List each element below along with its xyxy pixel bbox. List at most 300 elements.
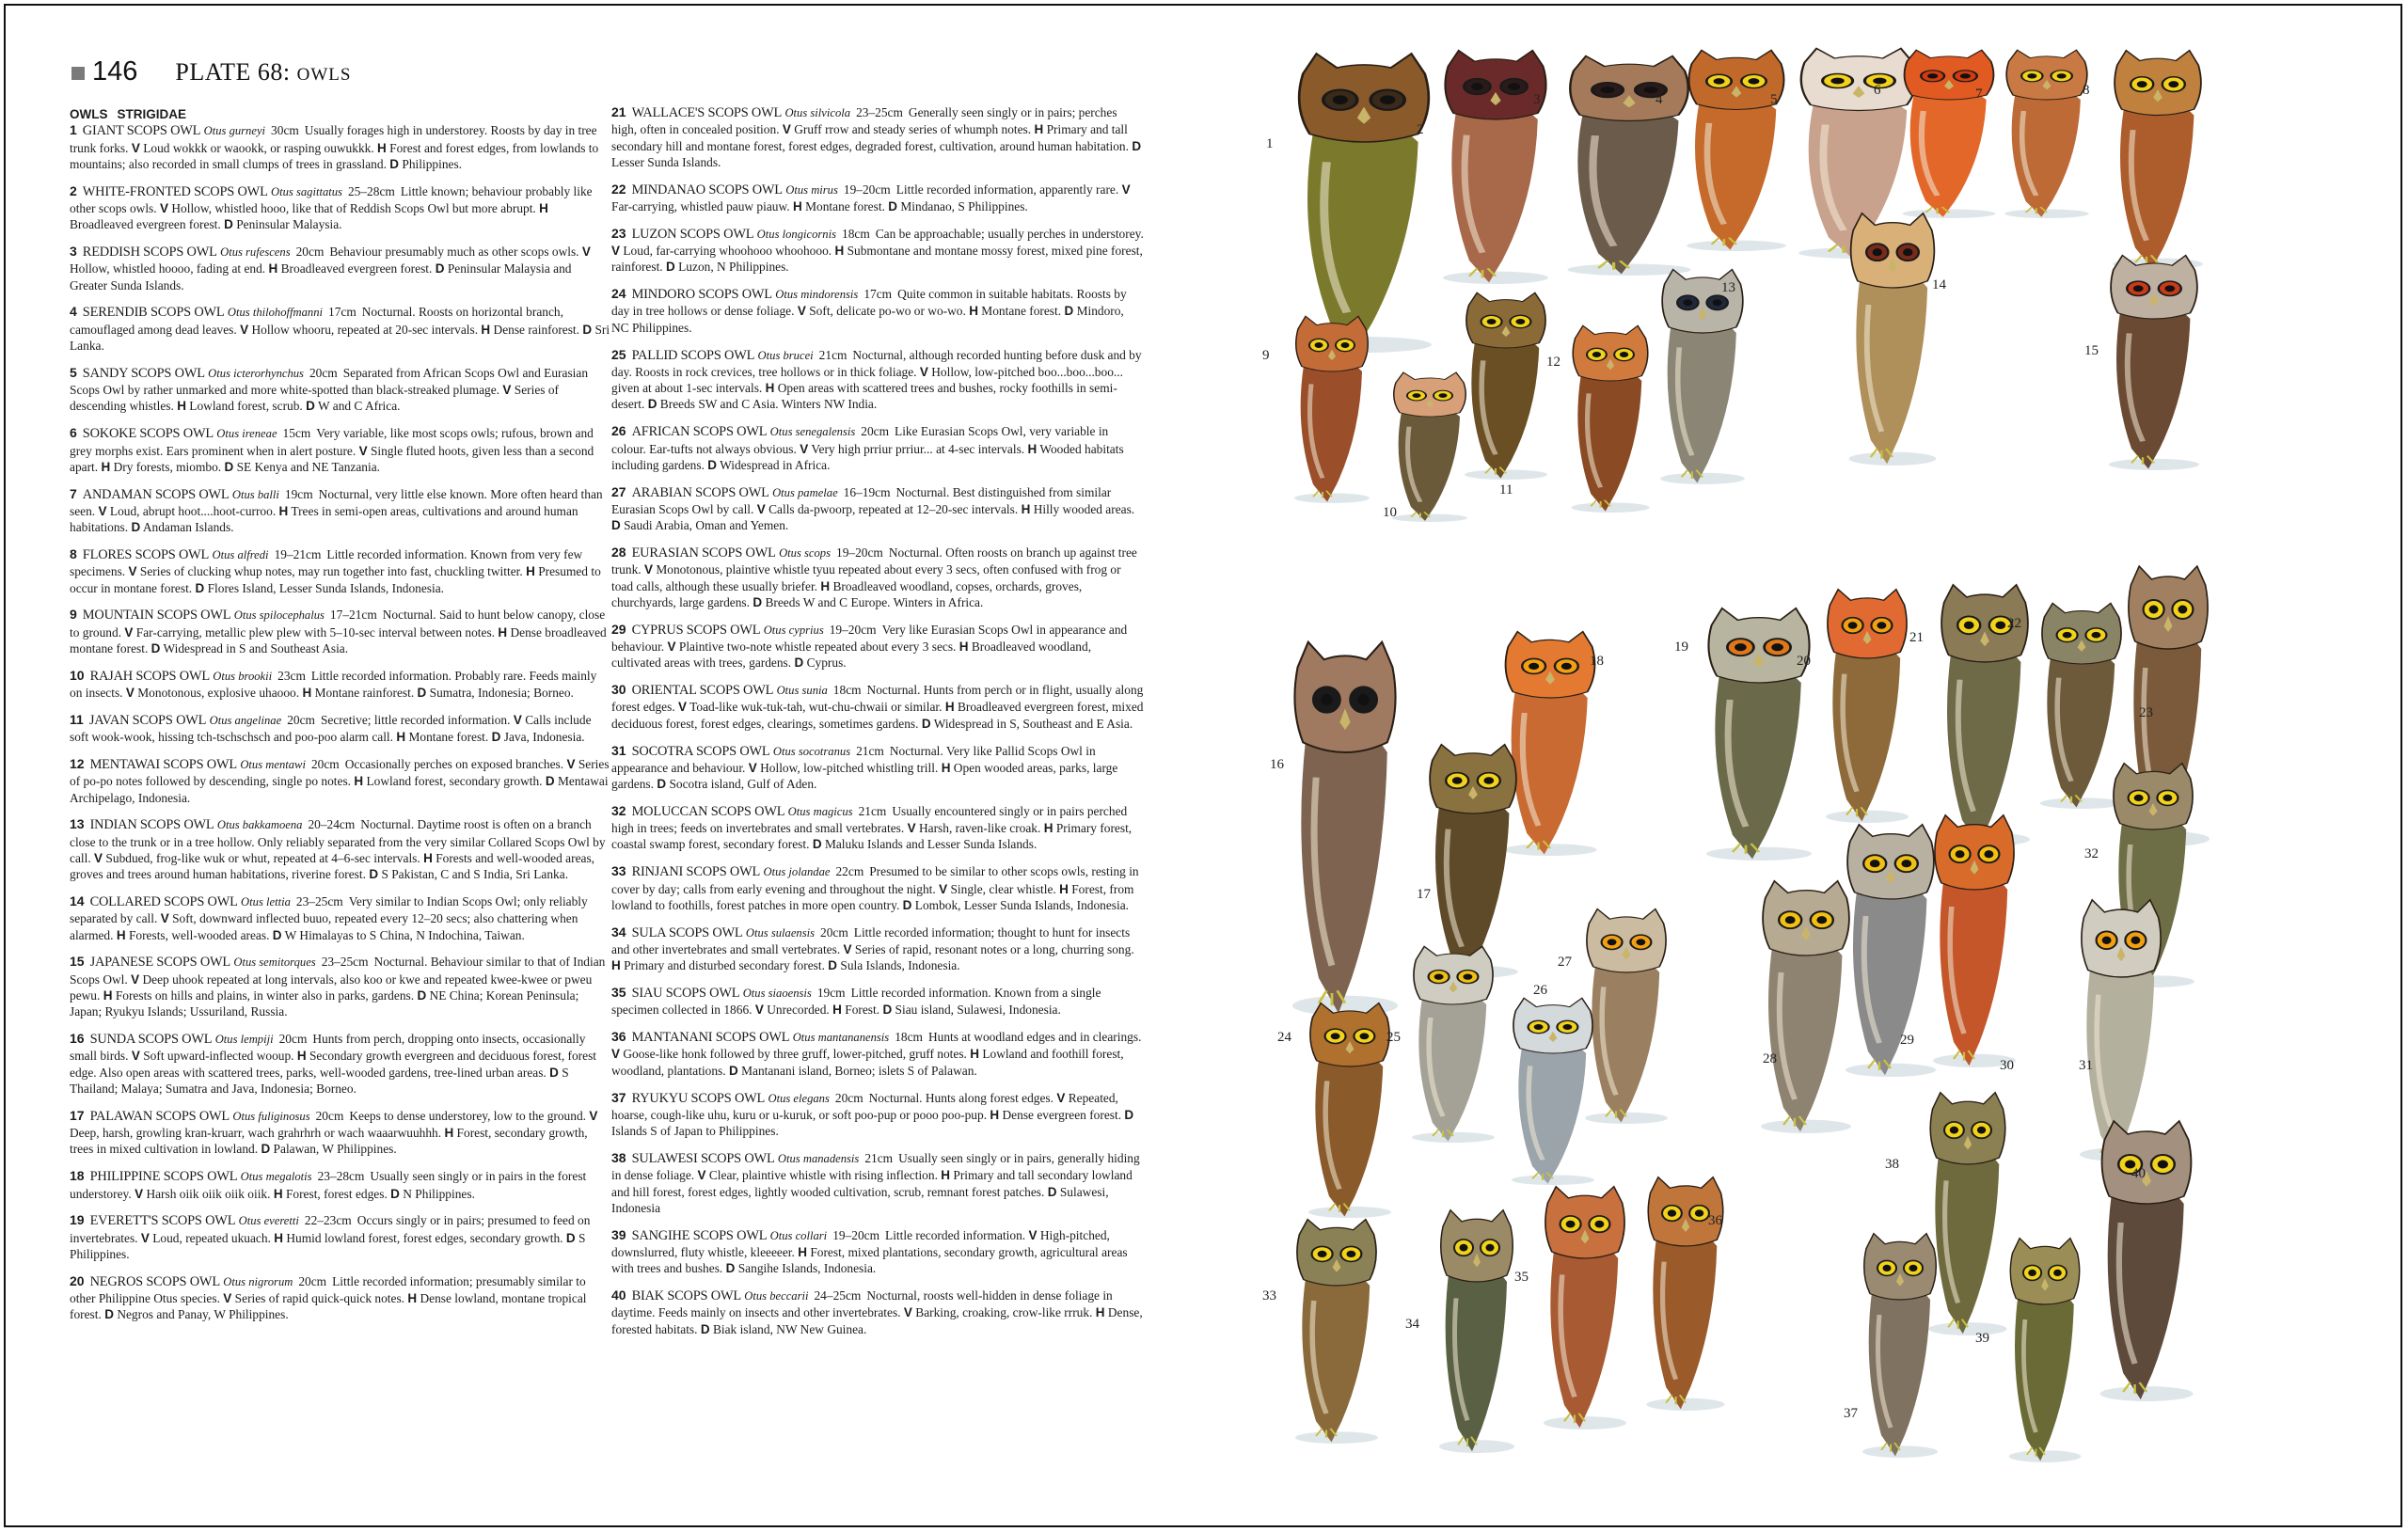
- species-scientific-name: Otus sunia: [776, 684, 828, 698]
- species-entry: [70, 1108, 610, 1158]
- species-voice: Series of clucking whup notes, may run together into fast, chuckling twitter.: [139, 564, 523, 579]
- owl-figure-6: [1891, 49, 2007, 218]
- species-number: 26: [611, 423, 626, 439]
- species-distribution: Saudi Arabia, Oman and Yemen.: [624, 518, 789, 533]
- species-number: 12: [70, 756, 85, 771]
- species-entry: [611, 484, 1144, 534]
- species-distribution: Maluku Islands and Lesser Sunda Islands.: [824, 837, 1038, 852]
- species-distribution: Sulawesi, Indonesia: [611, 1184, 1109, 1215]
- figure-number-label: 39: [1975, 1331, 1989, 1346]
- species-common-name: MANTANANI SCOPS OWL: [631, 1030, 790, 1046]
- owl-icon: [1285, 315, 1379, 503]
- species-entry: [70, 893, 610, 943]
- voice-key: V: [843, 941, 852, 956]
- species-voice: Single fluted hoots, given less than a second apart.: [70, 443, 594, 474]
- figure-number-label: 11: [1499, 482, 1513, 498]
- species-distribution: Socotra island, Gulf of Aden.: [669, 777, 817, 792]
- owl-figure-17: [1417, 743, 1529, 978]
- voice-key: V: [131, 140, 140, 155]
- owl-figure-7: [1994, 49, 2099, 218]
- species-entry: [611, 423, 1144, 473]
- figure-number-label: 1: [1266, 136, 1274, 151]
- voice-key: V: [1028, 1227, 1038, 1242]
- distribution-key: D: [491, 730, 501, 745]
- distribution-key: D: [707, 457, 718, 472]
- species-distribution: Philippines.: [402, 156, 463, 171]
- species-distribution: Sri Lanka.: [70, 322, 610, 354]
- habitat-key: H: [958, 640, 969, 655]
- species-habitat: Humid lowland forest, forest edges, secondary growth.: [286, 1230, 563, 1245]
- page-header: [71, 56, 351, 87]
- figure-number-label: 29: [1900, 1033, 1914, 1048]
- species-common-name: BIAK SCOPS OWL: [631, 1288, 741, 1304]
- species-distribution: Sula Islands, Indonesia.: [840, 958, 960, 973]
- species-scientific-name: Otus rufescens: [220, 245, 291, 260]
- species-scientific-name: Otus senegalensis: [769, 425, 856, 439]
- voice-key: V: [907, 821, 916, 836]
- family-scientific-name: STRIGIDAE: [117, 107, 187, 121]
- voice-key: V: [358, 443, 368, 458]
- voice-key: V: [566, 757, 576, 771]
- species-scientific-name: Otus megalotis: [240, 1170, 312, 1184]
- species-habitat: Open wooded areas, parks, large gardens.: [611, 760, 1118, 792]
- owl-figure-13: [1650, 268, 1755, 484]
- species-habitat: Dense evergreen forest.: [1002, 1107, 1122, 1122]
- species-size: 21cm: [864, 1150, 894, 1165]
- species-common-name: COLLARED SCOPS OWL: [89, 894, 238, 910]
- figure-number-label: 13: [1721, 280, 1735, 295]
- voice-key: V: [748, 760, 757, 775]
- distribution-key: D: [902, 897, 912, 912]
- species-number: 6: [70, 425, 77, 441]
- species-distribution: Breeds SW and C Asia. Winters NW India.: [659, 397, 878, 412]
- species-description: Very similar to Indian Scops Owl; only reliably separated by call.: [70, 894, 588, 926]
- species-scientific-name: Otus thilohoffmanni: [227, 306, 323, 320]
- species-voice: Harsh, raven-like croak.: [918, 821, 1041, 836]
- species-distribution: Biak island, NW New Guinea.: [712, 1321, 867, 1336]
- owl-icon: [1533, 1185, 1637, 1429]
- species-number: 33: [611, 863, 626, 879]
- species-scientific-name: Otus socotranus: [772, 744, 851, 758]
- species-common-name: EVERETT'S SCOPS OWL: [89, 1213, 236, 1229]
- distribution-key: D: [272, 927, 282, 942]
- species-description: Little recorded information.: [885, 1227, 1026, 1242]
- habitat-key: H: [423, 850, 433, 865]
- species-distribution: Flores Island, Lesser Sunda Islands, Indonesia.: [207, 580, 445, 595]
- figure-number-label: 25: [1386, 1030, 1401, 1045]
- habitat-key: H: [396, 730, 406, 745]
- species-scientific-name: Otus nigrorum: [223, 1274, 293, 1288]
- species-description: Occasionally perches on exposed branches.: [344, 757, 564, 771]
- species-common-name: RAJAH SCOPS OWL: [89, 668, 210, 684]
- species-habitat: Forest, mixed plantations, secondary growth, agricultural areas with trees and bushes.: [611, 1244, 1128, 1276]
- habitat-key: H: [765, 381, 775, 396]
- species-common-name: LUZON SCOPS OWL: [631, 226, 754, 242]
- species-common-name: WALLACE'S SCOPS OWL: [631, 105, 783, 120]
- distribution-key: D: [728, 1063, 738, 1078]
- figure-number-label: 10: [1383, 505, 1397, 520]
- species-scientific-name: Otus alfredi: [212, 548, 269, 562]
- owl-figure-15: [2098, 254, 2210, 470]
- species-entry: [70, 954, 610, 1019]
- species-description: Little known; behaviour probably like other scops owls.: [70, 183, 593, 215]
- species-entry: [611, 924, 1144, 974]
- species-description: Usually seen singly or in pairs, generally hiding in dense foliage.: [611, 1150, 1140, 1183]
- voice-key: V: [160, 911, 169, 926]
- species-size: 20cm: [278, 1032, 308, 1047]
- species-number: 5: [70, 364, 77, 380]
- species-habitat: Broadleaved woodland, cultivated areas with trees, gardens.: [611, 640, 1092, 671]
- voice-key: V: [128, 564, 137, 579]
- species-scientific-name: Otus icterorhynchus: [208, 366, 304, 380]
- figure-number-label: 14: [1932, 277, 1946, 292]
- species-voice: Hollow, low-pitched whistling trill.: [760, 760, 939, 775]
- species-common-name: MOUNTAIN SCOPS OWL: [82, 608, 231, 624]
- owl-illustration-plate: [1251, 38, 2380, 1486]
- habitat-key: H: [1043, 821, 1054, 836]
- species-number: 22: [611, 181, 626, 197]
- species-distribution: Andaman Islands.: [142, 520, 234, 535]
- distribution-key: D: [195, 580, 205, 595]
- owl-icon: [1693, 607, 1825, 861]
- species-voice: Monotonous, plaintive whistle tyuu repeated about every 3 secs, often confused with frog or toad calls, although these usually briefer.: [611, 562, 1121, 593]
- species-number: 24: [611, 286, 626, 302]
- species-description: Hunts from perch, dropping onto insects, occasionally small birds.: [70, 1032, 586, 1064]
- species-habitat: Forest, forest edges.: [285, 1186, 388, 1201]
- species-habitat: Forests on hills and plains, in winter also in parks, gardens.: [115, 988, 415, 1003]
- owl-figure-25: [1402, 945, 1505, 1143]
- distribution-key: D: [611, 518, 621, 533]
- voice-key: V: [1056, 1090, 1066, 1105]
- distribution-key: D: [389, 156, 400, 171]
- owl-figure-39: [2000, 1237, 2090, 1462]
- species-number: 17: [70, 1107, 85, 1123]
- species-description: Like Eurasian Scops Owl, very variable in colour. Ear-tufts not always obvious.: [611, 424, 1109, 456]
- species-distribution: N Philippines.: [403, 1186, 475, 1201]
- voice-key: V: [125, 686, 135, 701]
- owl-icon: [1928, 583, 2041, 846]
- species-entry: [70, 712, 610, 746]
- species-voice: Loud, repeated ukuach.: [152, 1230, 271, 1245]
- species-habitat: Montane forest.: [408, 730, 489, 745]
- habitat-key: H: [793, 198, 802, 213]
- species-scientific-name: Otus lettia: [241, 895, 291, 909]
- habitat-key: H: [820, 578, 831, 593]
- species-scientific-name: Otus sulaensis: [745, 925, 816, 940]
- owl-figure-10: [1383, 371, 1477, 522]
- distribution-key: D: [888, 198, 898, 213]
- species-number: 18: [70, 1168, 85, 1184]
- figure-number-label: 15: [2084, 343, 2099, 358]
- species-habitat: Forest and forest edges, from lowlands to mountains; also recorded in small clumps of trees in grassland.: [70, 140, 599, 171]
- species-number: 21: [611, 104, 626, 119]
- habitat-key: H: [296, 1049, 307, 1064]
- species-size: 19–20cm: [829, 622, 877, 637]
- species-distribution: Mentawai Archipelago, Indonesia.: [70, 774, 609, 805]
- species-voice: Monotonous, explosive uhaooo.: [137, 686, 300, 701]
- habitat-key: H: [444, 1126, 454, 1141]
- species-description: Nocturnal. Often roosts on branch up against tree trunk.: [611, 545, 1137, 577]
- species-voice: Subdued, frog-like wuk or whut, repeated at 4–6-sec intervals.: [105, 850, 420, 865]
- habitat-key: H: [278, 503, 289, 518]
- species-number: 31: [611, 742, 626, 758]
- figure-number-label: 20: [1797, 654, 1811, 669]
- species-common-name: SOCOTRA SCOPS OWL: [631, 743, 770, 759]
- species-scientific-name: Otus brucei: [757, 348, 814, 362]
- owl-icon: [1552, 55, 1706, 276]
- distribution-key: D: [417, 988, 427, 1003]
- species-description: Little recorded information; presumably similar to other Philippine Otus species.: [70, 1273, 586, 1306]
- species-common-name: CYPRUS SCOPS OWL: [631, 622, 761, 638]
- figure-number-label: 19: [1674, 640, 1688, 655]
- species-entry: [70, 668, 610, 702]
- owl-figure-34: [1430, 1208, 1524, 1453]
- family-common-name: OWLS: [70, 107, 108, 121]
- habitat-key: H: [941, 760, 951, 775]
- owl-icon: [1561, 324, 1659, 513]
- species-voice: Single, clear whistle.: [950, 881, 1056, 896]
- distribution-key: D: [666, 260, 675, 275]
- species-voice: Hollow, whistled hooo, like that of Reddish Scops Owl but more abrupt.: [171, 200, 536, 215]
- species-distribution: W and C Africa.: [318, 399, 401, 414]
- species-habitat: Open areas with scattered trees and bushes, rocky foothills in semi-desert.: [611, 381, 1117, 412]
- species-habitat: Montane forest.: [981, 304, 1062, 319]
- figure-number-label: 17: [1417, 887, 1431, 902]
- owl-icon: [1750, 879, 1862, 1133]
- figure-number-label: 24: [1277, 1030, 1291, 1045]
- species-habitat: Dense broadleaved montane forest.: [70, 624, 607, 656]
- species-distribution: Peninsular Malaysia.: [236, 217, 342, 232]
- figure-number-label: 9: [1262, 348, 1270, 363]
- species-habitat: Secondary growth evergreen and deciduous forest, forest edge. Also open areas with scattered trees, parks, well-wooded gardens, tree-lined urban areas.: [70, 1049, 597, 1080]
- species-distribution: Sangihe Islands, Indonesia.: [737, 1261, 877, 1276]
- distribution-key: D: [565, 1230, 576, 1245]
- species-description: Generally seen singly or in pairs; perches high, often in concealed position.: [611, 105, 1117, 137]
- owl-figure-9: [1285, 315, 1379, 503]
- species-entry: [611, 863, 1144, 913]
- species-size: 19cm: [284, 486, 313, 501]
- owl-figure-35: [1533, 1185, 1637, 1429]
- species-voice: High-pitched, downslurred, fluty whistle, kleeeeer.: [611, 1227, 1110, 1259]
- species-scientific-name: Otus scops: [779, 546, 831, 561]
- species-habitat: Montane forest.: [805, 198, 885, 213]
- species-number: 30: [611, 682, 626, 698]
- species-size: 23–25cm: [856, 105, 903, 119]
- owl-figure-21: [1928, 583, 2041, 846]
- owl-icon: [2101, 49, 2214, 270]
- owl-figure-26: [1501, 997, 1605, 1185]
- species-common-name: SOKOKE SCOPS OWL: [82, 426, 214, 442]
- voice-key: V: [131, 1049, 140, 1064]
- species-entry: [70, 425, 610, 475]
- species-number: 2: [70, 182, 77, 198]
- species-entry: [611, 803, 1144, 853]
- figure-number-label: 26: [1533, 983, 1547, 998]
- family-heading: [70, 106, 610, 122]
- voice-key: V: [124, 624, 134, 640]
- species-entry: [70, 816, 610, 882]
- species-number: 9: [70, 607, 77, 623]
- species-voice: Series of po-po notes followed by descending, single po notes.: [70, 757, 610, 789]
- species-number: 7: [70, 485, 77, 501]
- species-scientific-name: Otus jolandae: [763, 865, 831, 879]
- species-voice: Goose-like honk followed by three gruff, lower-pitched, gruff notes.: [623, 1047, 967, 1062]
- species-common-name: REDDISH SCOPS OWL: [82, 245, 217, 261]
- owl-figure-37: [1853, 1232, 1947, 1458]
- species-entry: [611, 682, 1144, 732]
- distribution-key: D: [700, 1321, 710, 1336]
- species-entry: [70, 546, 610, 596]
- species-common-name: SULA SCOPS OWL: [631, 924, 743, 940]
- habitat-key: H: [1021, 501, 1031, 516]
- species-size: 23cm: [277, 668, 306, 683]
- species-description: Usually forages high in understorey. Roosts by day in tree trunk forks.: [70, 123, 597, 155]
- voice-key: V: [589, 1108, 598, 1123]
- species-description: Behaviour presumably much as other scops owls.: [329, 245, 579, 260]
- species-entry: [70, 756, 610, 806]
- figure-number-label: 4: [1656, 92, 1663, 107]
- habitat-key: H: [407, 1291, 418, 1306]
- species-habitat: Wooded habitats including gardens.: [611, 441, 1124, 472]
- species-common-name: SUNDA SCOPS OWL: [89, 1032, 213, 1048]
- habitat-key: H: [970, 1047, 980, 1062]
- voice-key: V: [643, 562, 653, 577]
- figure-number-label: 3: [1533, 92, 1541, 107]
- species-description: Nocturnal, although recorded hunting before dusk and by day. Roosts in rock crevices, tree hollows or in thick foliage.: [611, 347, 1142, 379]
- figure-number-label: 36: [1708, 1213, 1722, 1228]
- species-common-name: JAVAN SCOPS OWL: [88, 712, 207, 728]
- species-size: 18cm: [895, 1030, 923, 1045]
- species-scientific-name: Otus ireneae: [216, 427, 277, 441]
- distribution-key: D: [306, 399, 315, 414]
- species-voice: Soft upward-inflected wooup.: [143, 1049, 294, 1064]
- species-entry: [611, 985, 1144, 1019]
- species-distribution: S Philippines.: [70, 1230, 586, 1261]
- species-habitat: Broadleaved woodland, copses, orchards, groves, churchyards, large gardens.: [611, 578, 1083, 609]
- figure-number-label: 8: [2083, 83, 2090, 98]
- species-description: Nocturnal. Hunts from perch or in flight, usually along forest edges.: [611, 683, 1144, 715]
- species-scientific-name: Otus cyprius: [763, 623, 824, 637]
- species-size: 20cm: [834, 1090, 863, 1105]
- species-size: 23–25cm: [295, 894, 343, 909]
- species-size: 18cm: [842, 226, 870, 241]
- species-text-column-left: [70, 106, 610, 1334]
- plate-number: PLATE 68:: [175, 58, 291, 86]
- species-voice: Unrecorded.: [767, 1003, 830, 1018]
- species-number: 10: [70, 667, 85, 683]
- owl-icon: [1815, 588, 1919, 823]
- owl-icon: [2098, 254, 2210, 470]
- species-common-name: NEGROS SCOPS OWL: [89, 1273, 220, 1289]
- species-number: 40: [611, 1287, 626, 1303]
- species-number: 32: [611, 802, 626, 818]
- species-number: 1: [70, 122, 77, 138]
- species-description: Nocturnal, roosts well-hidden in dense foliage in daytime. Feeds mainly on insects and other invertebrates.: [611, 1288, 1113, 1320]
- species-entry: [70, 1212, 610, 1262]
- voice-key: V: [800, 441, 809, 456]
- figure-number-label: 23: [2139, 705, 2153, 720]
- species-size: 20cm: [298, 1273, 327, 1288]
- figure-number-label: 6: [1874, 83, 1881, 98]
- species-description: Separated from African Scops Owl and Eurasian Scops Owl by rather unmarked and more white-spotted than black-streaked plumage.: [70, 365, 589, 398]
- species-voice: Harsh oiik oiik oiik oiik.: [146, 1186, 271, 1201]
- species-scientific-name: Otus spilocephalus: [233, 608, 325, 623]
- species-common-name: PHILIPPINE SCOPS OWL: [89, 1169, 238, 1185]
- species-description: Very like Eurasian Scops Owl in appearance and behaviour.: [611, 622, 1128, 655]
- species-common-name: MINDORO SCOPS OWL: [631, 287, 772, 303]
- species-distribution: S Pakistan, C and S India, Sri Lanka.: [381, 867, 569, 882]
- species-description: Very variable, like most scops owls; rufous, brown and grey morphs exist. Ears prominent when in alert posture.: [70, 426, 594, 458]
- owl-icon: [1402, 945, 1505, 1143]
- species-size: 30cm: [271, 123, 299, 138]
- figure-number-label: 34: [1405, 1317, 1419, 1332]
- species-size: 20cm: [315, 1108, 344, 1123]
- habitat-key: H: [798, 1244, 807, 1259]
- species-voice: Barking, croaking, crow-like rrruk.: [915, 1305, 1093, 1320]
- species-common-name: INDIAN SCOPS OWL: [89, 817, 214, 833]
- species-entry: [611, 104, 1144, 170]
- owl-icon: [1994, 49, 2099, 218]
- habitat-key: H: [273, 1186, 283, 1201]
- species-entry: [611, 743, 1144, 793]
- figure-number-label: 12: [1546, 355, 1560, 370]
- species-number: 11: [70, 711, 84, 727]
- species-common-name: JAPANESE SCOPS OWL: [89, 955, 230, 971]
- page-number: 146: [92, 56, 138, 87]
- species-scientific-name: Otus mindorensis: [775, 288, 859, 302]
- figure-number-label: 21: [1909, 630, 1924, 645]
- species-scientific-name: Otus manadensis: [777, 1151, 860, 1165]
- species-common-name: MINDANAO SCOPS OWL: [631, 182, 783, 197]
- figure-number-label: 32: [2084, 846, 2099, 861]
- owl-icon: [1285, 1218, 1388, 1444]
- owl-figure-3: [1552, 55, 1706, 276]
- species-voice: Loud wokkk or waookk, or rasping ouwukkk.: [143, 140, 374, 155]
- voice-key: V: [756, 501, 766, 516]
- species-description: Occurs singly or in pairs; presumed to feed on invertebrates.: [70, 1213, 591, 1245]
- species-voice: Deep, harsh, growling kran-kruarr, wach grahrhrh or wach waaarwuuhhh.: [70, 1126, 442, 1141]
- habitat-key: H: [377, 140, 387, 155]
- species-scientific-name: Otus everetti: [238, 1214, 299, 1228]
- species-common-name: AFRICAN SCOPS OWL: [631, 424, 768, 440]
- folio-marker-icon: [71, 67, 85, 80]
- species-entry: [70, 1168, 610, 1202]
- species-scientific-name: Otus siaoensis: [742, 987, 812, 1001]
- distribution-key: D: [224, 459, 234, 474]
- habitat-key: H: [274, 1230, 284, 1245]
- owl-figure-8: [2101, 49, 2214, 270]
- species-habitat: Presumed to occur in montane forest.: [70, 564, 601, 595]
- species-size: 19–20cm: [832, 1227, 880, 1242]
- species-voice: Hollow, low-pitched boo...boo...boo... given at about 1-sec intervals.: [611, 364, 1123, 396]
- voice-key: V: [131, 971, 140, 987]
- species-voice: Loud, far-carrying whoohooo whoohooo.: [623, 244, 832, 259]
- species-entry: [70, 122, 610, 172]
- voice-key: V: [611, 244, 621, 259]
- species-distribution: Peninsular Malaysia and Greater Sunda Islands.: [70, 261, 572, 292]
- species-size: 22cm: [835, 864, 864, 879]
- species-common-name: EURASIAN SCOPS OWL: [631, 545, 776, 561]
- species-common-name: GIANT SCOPS OWL: [82, 123, 201, 139]
- figure-number-label: 2: [1417, 122, 1424, 137]
- habitat-key: H: [832, 1003, 842, 1018]
- figure-number-label: 16: [1270, 757, 1284, 772]
- species-common-name: MENTAWAI SCOPS OWL: [89, 757, 237, 772]
- species-size: 20cm: [310, 757, 340, 771]
- species-distribution: SE Kenya and NE Tanzania.: [236, 459, 380, 474]
- owl-figure-19: [1693, 607, 1825, 861]
- species-size: 19–20cm: [843, 182, 891, 197]
